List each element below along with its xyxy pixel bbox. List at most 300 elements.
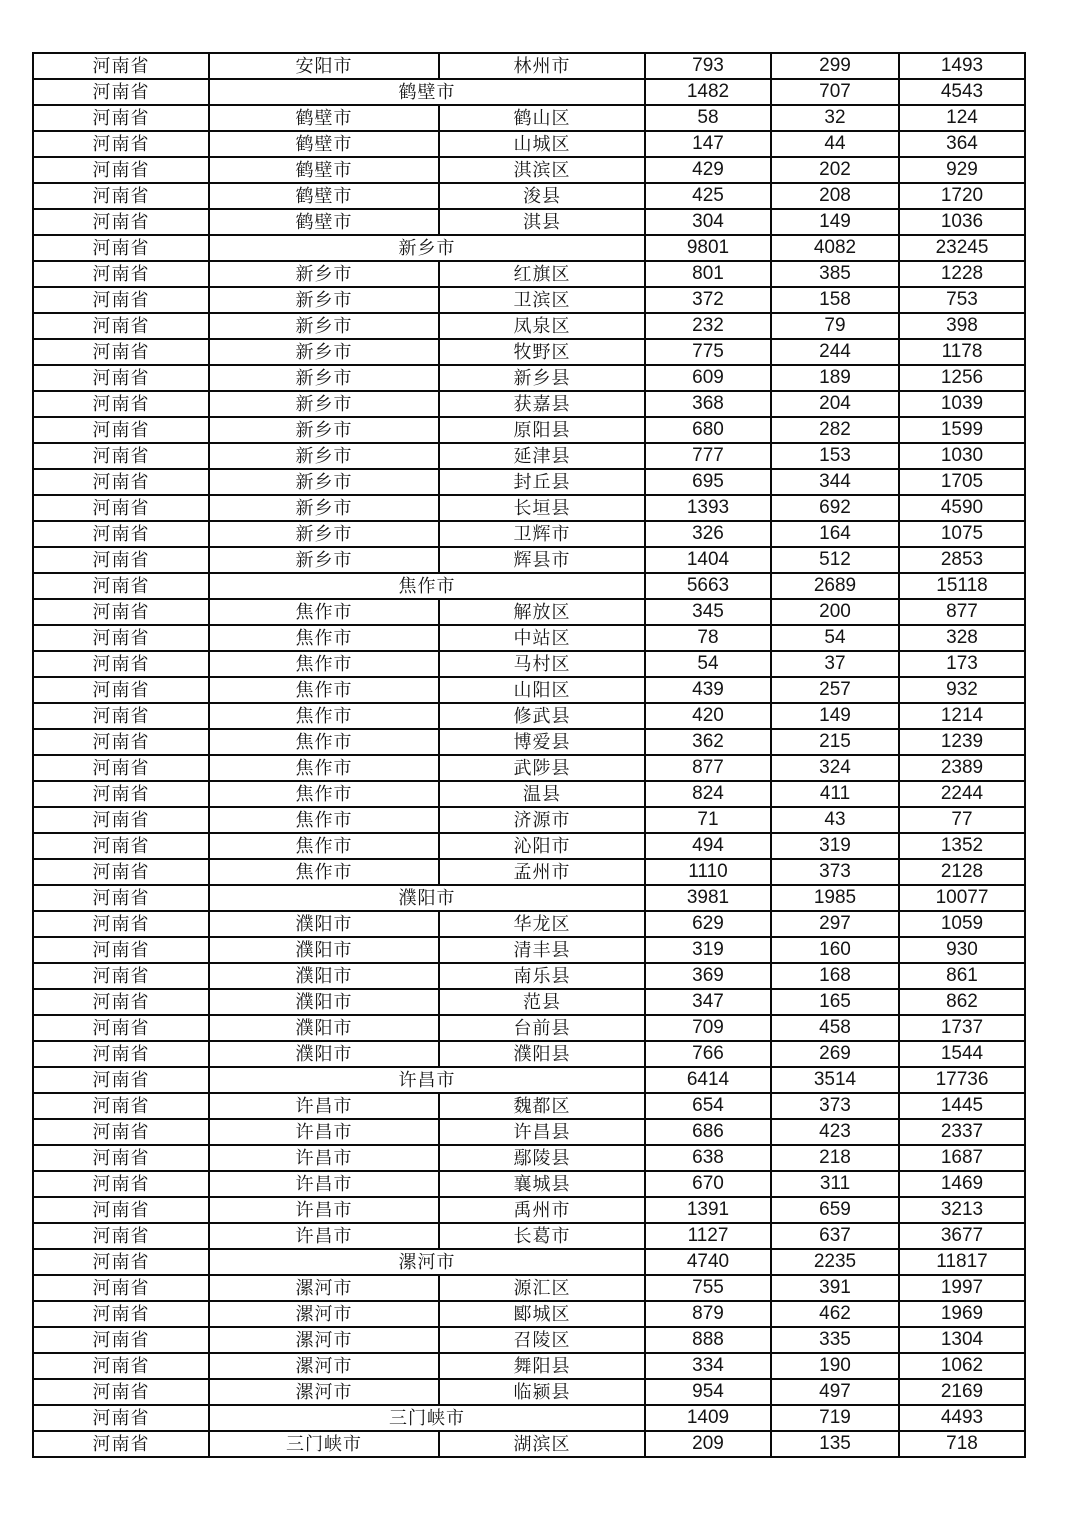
cell-city: 新乡市: [209, 261, 439, 287]
cell-value-3: 861: [899, 963, 1025, 989]
cell-province: 河南省: [33, 287, 209, 313]
cell-city: 新乡市: [209, 417, 439, 443]
table-row: [33, 1093, 1025, 1119]
cell-value-3: 1599: [899, 417, 1025, 443]
cell-province: 河南省: [33, 833, 209, 859]
cell-district: 鄢陵县: [439, 1145, 645, 1171]
table-row: [33, 755, 1025, 781]
cell-province: 河南省: [33, 391, 209, 417]
cell-value-2: 204: [771, 391, 899, 417]
cell-value-3: 2128: [899, 859, 1025, 885]
cell-value-3: 862: [899, 989, 1025, 1015]
cell-value-2: 719: [771, 1405, 899, 1431]
cell-value-2: 282: [771, 417, 899, 443]
cell-district: 源汇区: [439, 1275, 645, 1301]
cell-province: 河南省: [33, 495, 209, 521]
table-row: [33, 105, 1025, 131]
table-row: [33, 183, 1025, 209]
cell-city: 新乡市: [209, 365, 439, 391]
cell-value-2: 299: [771, 53, 899, 79]
cell-province: 河南省: [33, 755, 209, 781]
cell-province: 河南省: [33, 1171, 209, 1197]
cell-value-3: 1737: [899, 1015, 1025, 1041]
cell-value-2: 200: [771, 599, 899, 625]
cell-value-2: 458: [771, 1015, 899, 1041]
cell-city: 漯河市: [209, 1275, 439, 1301]
cell-district: 山城区: [439, 131, 645, 157]
cell-value-2: 208: [771, 183, 899, 209]
cell-value-2: 189: [771, 365, 899, 391]
cell-city: 濮阳市: [209, 937, 439, 963]
table-row: [33, 547, 1025, 573]
cell-value-3: 77: [899, 807, 1025, 833]
cell-value-1: 755: [645, 1275, 771, 1301]
table-row: [33, 677, 1025, 703]
cell-value-1: 369: [645, 963, 771, 989]
statistics-table: [32, 52, 1026, 1458]
cell-district: 济源市: [439, 807, 645, 833]
cell-province: 河南省: [33, 469, 209, 495]
cell-district: 修武县: [439, 703, 645, 729]
table-row: [33, 339, 1025, 365]
cell-value-2: 54: [771, 625, 899, 651]
cell-province: 河南省: [33, 599, 209, 625]
cell-city-merged: 鹤壁市: [209, 79, 645, 105]
table-row: [33, 1015, 1025, 1041]
cell-province: 河南省: [33, 1301, 209, 1327]
cell-value-1: 58: [645, 105, 771, 131]
cell-value-3: 1256: [899, 365, 1025, 391]
cell-province: 河南省: [33, 651, 209, 677]
cell-value-2: 168: [771, 963, 899, 989]
table-row: [33, 833, 1025, 859]
cell-value-2: 44: [771, 131, 899, 157]
cell-province: 河南省: [33, 677, 209, 703]
cell-value-2: 165: [771, 989, 899, 1015]
cell-value-1: 4740: [645, 1249, 771, 1275]
cell-province: 河南省: [33, 1223, 209, 1249]
cell-value-1: 877: [645, 755, 771, 781]
cell-city-merged: 濮阳市: [209, 885, 645, 911]
cell-value-3: 2244: [899, 781, 1025, 807]
cell-city: 许昌市: [209, 1197, 439, 1223]
cell-city: 濮阳市: [209, 989, 439, 1015]
cell-city: 焦作市: [209, 651, 439, 677]
cell-value-1: 793: [645, 53, 771, 79]
cell-value-2: 707: [771, 79, 899, 105]
table-row: [33, 261, 1025, 287]
cell-value-1: 304: [645, 209, 771, 235]
cell-value-3: 1352: [899, 833, 1025, 859]
cell-district: 淇滨区: [439, 157, 645, 183]
table-row: [33, 313, 1025, 339]
cell-value-1: 1110: [645, 859, 771, 885]
cell-city: 焦作市: [209, 625, 439, 651]
cell-city: 焦作市: [209, 703, 439, 729]
cell-value-2: 411: [771, 781, 899, 807]
cell-district: 红旗区: [439, 261, 645, 287]
cell-value-1: 429: [645, 157, 771, 183]
cell-city: 漯河市: [209, 1301, 439, 1327]
cell-value-1: 638: [645, 1145, 771, 1171]
cell-city: 焦作市: [209, 677, 439, 703]
cell-district: 沁阳市: [439, 833, 645, 859]
cell-province: 河南省: [33, 313, 209, 339]
table-row: [33, 651, 1025, 677]
cell-value-3: 1039: [899, 391, 1025, 417]
cell-value-1: 326: [645, 521, 771, 547]
cell-value-2: 385: [771, 261, 899, 287]
cell-value-3: 364: [899, 131, 1025, 157]
cell-district: 舞阳县: [439, 1353, 645, 1379]
cell-value-1: 879: [645, 1301, 771, 1327]
cell-value-2: 324: [771, 755, 899, 781]
cell-value-1: 362: [645, 729, 771, 755]
cell-city: 许昌市: [209, 1119, 439, 1145]
cell-province: 河南省: [33, 183, 209, 209]
cell-value-2: 2235: [771, 1249, 899, 1275]
cell-district: 鹤山区: [439, 105, 645, 131]
table-row-city-total: [33, 573, 1025, 599]
cell-value-2: 512: [771, 547, 899, 573]
cell-value-2: 297: [771, 911, 899, 937]
table-row-city-total: [33, 235, 1025, 261]
cell-district: 襄城县: [439, 1171, 645, 1197]
cell-value-2: 4082: [771, 235, 899, 261]
table-row: [33, 599, 1025, 625]
cell-value-1: 1482: [645, 79, 771, 105]
cell-province: 河南省: [33, 1379, 209, 1405]
cell-value-3: 1469: [899, 1171, 1025, 1197]
cell-value-3: 1178: [899, 339, 1025, 365]
table-row: [33, 157, 1025, 183]
cell-city: 漯河市: [209, 1379, 439, 1405]
cell-province: 河南省: [33, 1431, 209, 1457]
cell-value-3: 753: [899, 287, 1025, 313]
cell-city-merged: 新乡市: [209, 235, 645, 261]
cell-value-3: 1687: [899, 1145, 1025, 1171]
cell-value-2: 218: [771, 1145, 899, 1171]
cell-value-3: 124: [899, 105, 1025, 131]
cell-value-1: 670: [645, 1171, 771, 1197]
cell-value-2: 149: [771, 703, 899, 729]
cell-value-2: 659: [771, 1197, 899, 1223]
cell-value-3: 398: [899, 313, 1025, 339]
table-row: [33, 53, 1025, 79]
table-row: [33, 443, 1025, 469]
cell-city-merged: 三门峡市: [209, 1405, 645, 1431]
cell-value-3: 1214: [899, 703, 1025, 729]
table-row: [33, 1431, 1025, 1457]
cell-value-2: 269: [771, 1041, 899, 1067]
cell-value-2: 462: [771, 1301, 899, 1327]
cell-value-1: 695: [645, 469, 771, 495]
cell-value-2: 135: [771, 1431, 899, 1457]
cell-province: 河南省: [33, 911, 209, 937]
table-row: [33, 1041, 1025, 1067]
cell-value-2: 391: [771, 1275, 899, 1301]
cell-value-3: 930: [899, 937, 1025, 963]
cell-city: 焦作市: [209, 781, 439, 807]
cell-province: 河南省: [33, 131, 209, 157]
cell-province: 河南省: [33, 625, 209, 651]
cell-value-2: 319: [771, 833, 899, 859]
cell-value-2: 3514: [771, 1067, 899, 1093]
cell-city-merged: 焦作市: [209, 573, 645, 599]
cell-province: 河南省: [33, 1015, 209, 1041]
cell-province: 河南省: [33, 807, 209, 833]
cell-value-2: 37: [771, 651, 899, 677]
cell-value-2: 344: [771, 469, 899, 495]
cell-value-1: 372: [645, 287, 771, 313]
cell-province: 河南省: [33, 1327, 209, 1353]
cell-province: 河南省: [33, 1041, 209, 1067]
cell-district: 清丰县: [439, 937, 645, 963]
cell-value-3: 1493: [899, 53, 1025, 79]
cell-district: 长垣县: [439, 495, 645, 521]
table-row: [33, 287, 1025, 313]
cell-value-3: 3677: [899, 1223, 1025, 1249]
cell-city: 许昌市: [209, 1171, 439, 1197]
cell-province: 河南省: [33, 937, 209, 963]
cell-district: 原阳县: [439, 417, 645, 443]
cell-value-1: 654: [645, 1093, 771, 1119]
cell-value-3: 1036: [899, 209, 1025, 235]
cell-district: 卫辉市: [439, 521, 645, 547]
cell-value-3: 1228: [899, 261, 1025, 287]
table-row: [33, 391, 1025, 417]
cell-value-2: 158: [771, 287, 899, 313]
cell-province: 河南省: [33, 547, 209, 573]
cell-province: 河南省: [33, 79, 209, 105]
table-row: [33, 1197, 1025, 1223]
cell-value-3: 1544: [899, 1041, 1025, 1067]
table-row: [33, 1145, 1025, 1171]
cell-district: 辉县市: [439, 547, 645, 573]
cell-city: 濮阳市: [209, 1015, 439, 1041]
cell-district: 召陵区: [439, 1327, 645, 1353]
cell-value-1: 680: [645, 417, 771, 443]
cell-value-1: 609: [645, 365, 771, 391]
cell-value-3: 173: [899, 651, 1025, 677]
cell-province: 河南省: [33, 989, 209, 1015]
cell-value-3: 328: [899, 625, 1025, 651]
cell-value-3: 23245: [899, 235, 1025, 261]
cell-city: 焦作市: [209, 755, 439, 781]
cell-value-1: 686: [645, 1119, 771, 1145]
table-row: [33, 1223, 1025, 1249]
cell-value-1: 888: [645, 1327, 771, 1353]
table-row: [33, 859, 1025, 885]
cell-province: 河南省: [33, 209, 209, 235]
cell-district: 武陟县: [439, 755, 645, 781]
cell-value-3: 15118: [899, 573, 1025, 599]
cell-value-3: 1030: [899, 443, 1025, 469]
cell-value-3: 1720: [899, 183, 1025, 209]
cell-city: 三门峡市: [209, 1431, 439, 1457]
cell-district: 许昌县: [439, 1119, 645, 1145]
table-row: [33, 365, 1025, 391]
cell-district: 淇县: [439, 209, 645, 235]
cell-value-3: 1304: [899, 1327, 1025, 1353]
cell-value-1: 629: [645, 911, 771, 937]
cell-value-1: 420: [645, 703, 771, 729]
cell-value-1: 1409: [645, 1405, 771, 1431]
cell-province: 河南省: [33, 1067, 209, 1093]
cell-city-merged: 许昌市: [209, 1067, 645, 1093]
table-row: [33, 521, 1025, 547]
cell-district: 禹州市: [439, 1197, 645, 1223]
cell-city: 许昌市: [209, 1093, 439, 1119]
table-row: [33, 781, 1025, 807]
cell-city: 鹤壁市: [209, 209, 439, 235]
cell-value-1: 824: [645, 781, 771, 807]
cell-value-2: 692: [771, 495, 899, 521]
table-row-city-total: [33, 1067, 1025, 1093]
cell-value-3: 17736: [899, 1067, 1025, 1093]
cell-city: 焦作市: [209, 729, 439, 755]
cell-value-3: 2853: [899, 547, 1025, 573]
table-row-city-total: [33, 885, 1025, 911]
table-body: [33, 53, 1025, 1457]
cell-value-3: 929: [899, 157, 1025, 183]
cell-value-3: 3213: [899, 1197, 1025, 1223]
cell-value-1: 494: [645, 833, 771, 859]
cell-district: 孟州市: [439, 859, 645, 885]
cell-value-2: 215: [771, 729, 899, 755]
cell-city-merged: 漯河市: [209, 1249, 645, 1275]
cell-city: 新乡市: [209, 495, 439, 521]
cell-value-3: 10077: [899, 885, 1025, 911]
cell-province: 河南省: [33, 859, 209, 885]
table-row-city-total: [33, 1405, 1025, 1431]
table-row: [33, 1275, 1025, 1301]
cell-value-1: 78: [645, 625, 771, 651]
cell-value-1: 319: [645, 937, 771, 963]
cell-value-2: 373: [771, 1093, 899, 1119]
cell-province: 河南省: [33, 53, 209, 79]
cell-district: 新乡县: [439, 365, 645, 391]
cell-value-3: 1705: [899, 469, 1025, 495]
cell-city: 焦作市: [209, 599, 439, 625]
cell-value-3: 4493: [899, 1405, 1025, 1431]
table-row: [33, 807, 1025, 833]
cell-province: 河南省: [33, 1119, 209, 1145]
cell-value-1: 5663: [645, 573, 771, 599]
cell-value-1: 3981: [645, 885, 771, 911]
cell-city: 焦作市: [209, 859, 439, 885]
cell-value-1: 775: [645, 339, 771, 365]
table-row: [33, 209, 1025, 235]
table-row: [33, 1353, 1025, 1379]
cell-value-2: 153: [771, 443, 899, 469]
cell-city: 漯河市: [209, 1353, 439, 1379]
cell-value-1: 345: [645, 599, 771, 625]
table-row: [33, 625, 1025, 651]
cell-district: 临颍县: [439, 1379, 645, 1405]
table-row: [33, 1301, 1025, 1327]
cell-province: 河南省: [33, 573, 209, 599]
cell-value-3: 2169: [899, 1379, 1025, 1405]
cell-province: 河南省: [33, 261, 209, 287]
cell-value-1: 1127: [645, 1223, 771, 1249]
cell-value-2: 43: [771, 807, 899, 833]
cell-province: 河南省: [33, 1093, 209, 1119]
cell-value-1: 368: [645, 391, 771, 417]
cell-city: 鹤壁市: [209, 131, 439, 157]
cell-value-1: 425: [645, 183, 771, 209]
cell-value-3: 718: [899, 1431, 1025, 1457]
cell-province: 河南省: [33, 1197, 209, 1223]
cell-district: 温县: [439, 781, 645, 807]
cell-value-1: 147: [645, 131, 771, 157]
cell-province: 河南省: [33, 963, 209, 989]
cell-value-1: 709: [645, 1015, 771, 1041]
table-row: [33, 703, 1025, 729]
cell-value-1: 6414: [645, 1067, 771, 1093]
table-row: [33, 989, 1025, 1015]
table-row: [33, 495, 1025, 521]
cell-city: 许昌市: [209, 1145, 439, 1171]
cell-province: 河南省: [33, 157, 209, 183]
cell-city: 安阳市: [209, 53, 439, 79]
cell-province: 河南省: [33, 235, 209, 261]
cell-value-2: 257: [771, 677, 899, 703]
cell-value-3: 11817: [899, 1249, 1025, 1275]
cell-district: 封丘县: [439, 469, 645, 495]
cell-value-3: 1239: [899, 729, 1025, 755]
cell-district: 获嘉县: [439, 391, 645, 417]
cell-district: 魏都区: [439, 1093, 645, 1119]
cell-value-3: 877: [899, 599, 1025, 625]
table-row: [33, 911, 1025, 937]
cell-value-2: 202: [771, 157, 899, 183]
cell-value-2: 160: [771, 937, 899, 963]
table-row: [33, 469, 1025, 495]
cell-value-3: 2337: [899, 1119, 1025, 1145]
cell-city: 鹤壁市: [209, 183, 439, 209]
table-row: [33, 1171, 1025, 1197]
cell-district: 牧野区: [439, 339, 645, 365]
cell-district: 林州市: [439, 53, 645, 79]
cell-value-2: 190: [771, 1353, 899, 1379]
cell-city: 许昌市: [209, 1223, 439, 1249]
table-row-city-total: [33, 79, 1025, 105]
cell-district: 长葛市: [439, 1223, 645, 1249]
cell-value-1: 1404: [645, 547, 771, 573]
cell-city: 焦作市: [209, 807, 439, 833]
cell-city: 濮阳市: [209, 911, 439, 937]
cell-province: 河南省: [33, 729, 209, 755]
cell-value-3: 1062: [899, 1353, 1025, 1379]
cell-value-2: 149: [771, 209, 899, 235]
cell-value-2: 335: [771, 1327, 899, 1353]
cell-district: 凤泉区: [439, 313, 645, 339]
cell-city: 焦作市: [209, 833, 439, 859]
cell-value-2: 311: [771, 1171, 899, 1197]
cell-value-1: 71: [645, 807, 771, 833]
cell-value-2: 164: [771, 521, 899, 547]
table-row: [33, 131, 1025, 157]
cell-province: 河南省: [33, 1249, 209, 1275]
cell-value-3: 1997: [899, 1275, 1025, 1301]
cell-district: 南乐县: [439, 963, 645, 989]
table-row: [33, 963, 1025, 989]
table-row: [33, 1119, 1025, 1145]
cell-value-1: 209: [645, 1431, 771, 1457]
cell-value-1: 954: [645, 1379, 771, 1405]
cell-city: 新乡市: [209, 443, 439, 469]
